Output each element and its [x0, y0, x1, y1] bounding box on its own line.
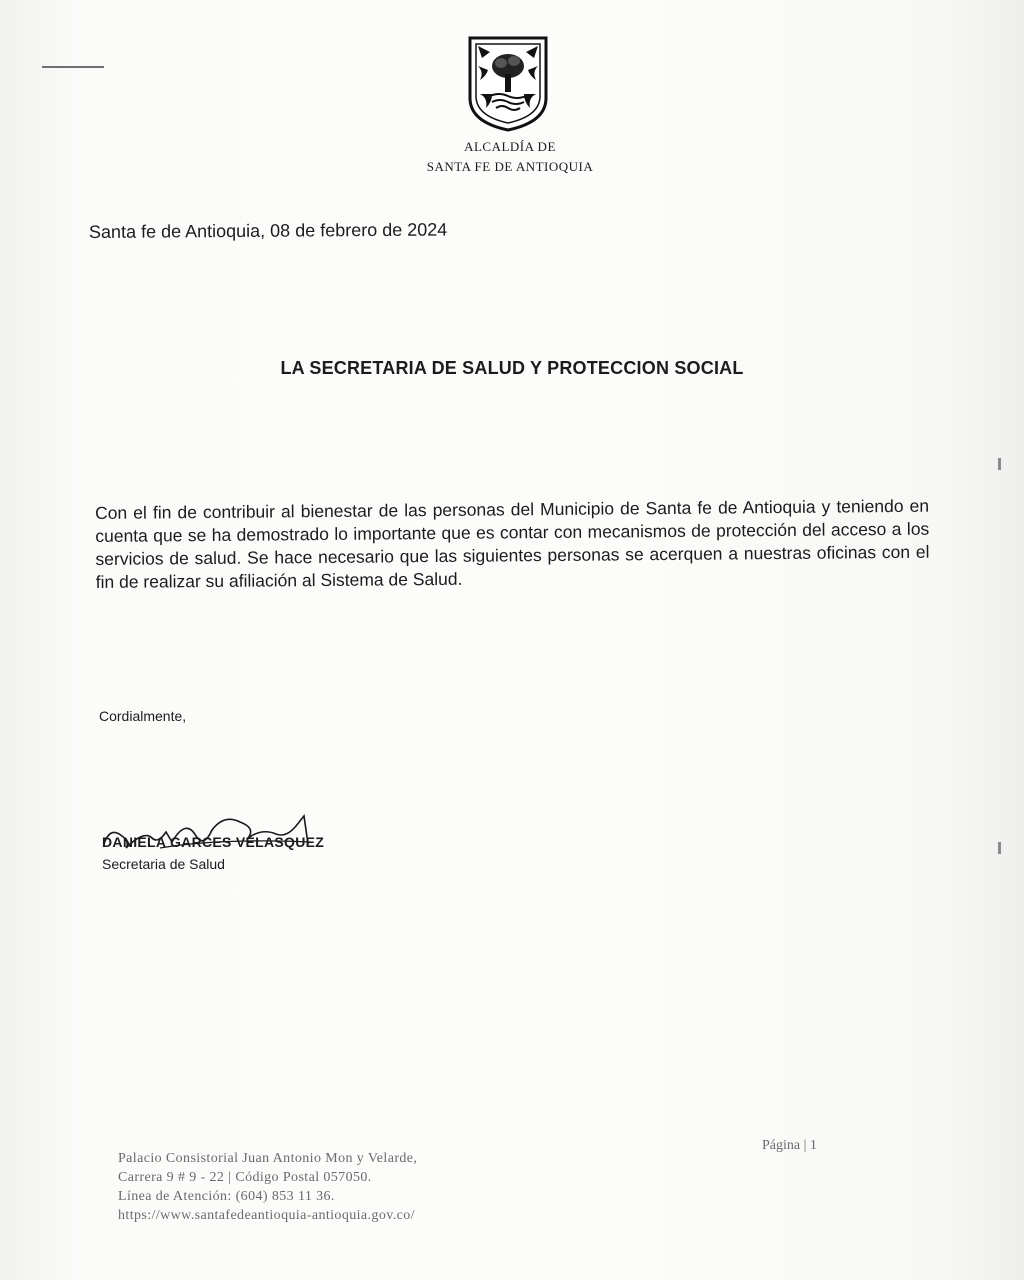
footer-line: Carrera 9 # 9 - 22 | Código Postal 057050.	[118, 1170, 372, 1185]
footer-line: Palacio Consistorial Juan Antonio Mon y Velarde,	[118, 1151, 418, 1166]
footer-address	[118, 1149, 417, 1225]
letter-body: Con el fin de contribuir al bienestar de las personas del Municipio de Santa fe de Antioquia y teniendo en cuenta que se ha demostrado lo importante que es contar con mecanismos de protección del acceso a los servicios de salud. Se hace necesario que las siguientes personas se acerquen a nuestras oficinas con el fin de realizar su afiliación al Sistema de Salud.	[95, 495, 930, 592]
signatory-name: DANIELA GARCES VELASQUEZ	[102, 834, 325, 850]
page-number: Página | 1	[762, 1138, 817, 1153]
scan-edge-mark	[42, 66, 104, 68]
scan-mark	[998, 842, 1001, 854]
org-name-line1: ALCALDÍA DE	[464, 139, 556, 154]
footer-url: https://www.santafedeantioquia-antioquia.gov.co/	[118, 1208, 415, 1223]
signatory-role: Secretaria de Salud	[102, 856, 225, 872]
coat-of-arms-icon	[468, 36, 548, 132]
scan-mark	[998, 458, 1001, 470]
letter-subject: LA SECRETARIA DE SALUD Y PROTECCION SOCIAL	[280, 358, 744, 378]
org-name-line2: SANTA FE DE ANTIOQUIA	[426, 159, 594, 174]
letter-date: Santa fe de Antioquia, 08 de febrero de 2024	[88, 219, 448, 242]
letter-closing: Cordialmente,	[99, 708, 187, 724]
footer-line: Línea de Atención: (604) 853 11 36.	[118, 1189, 335, 1204]
